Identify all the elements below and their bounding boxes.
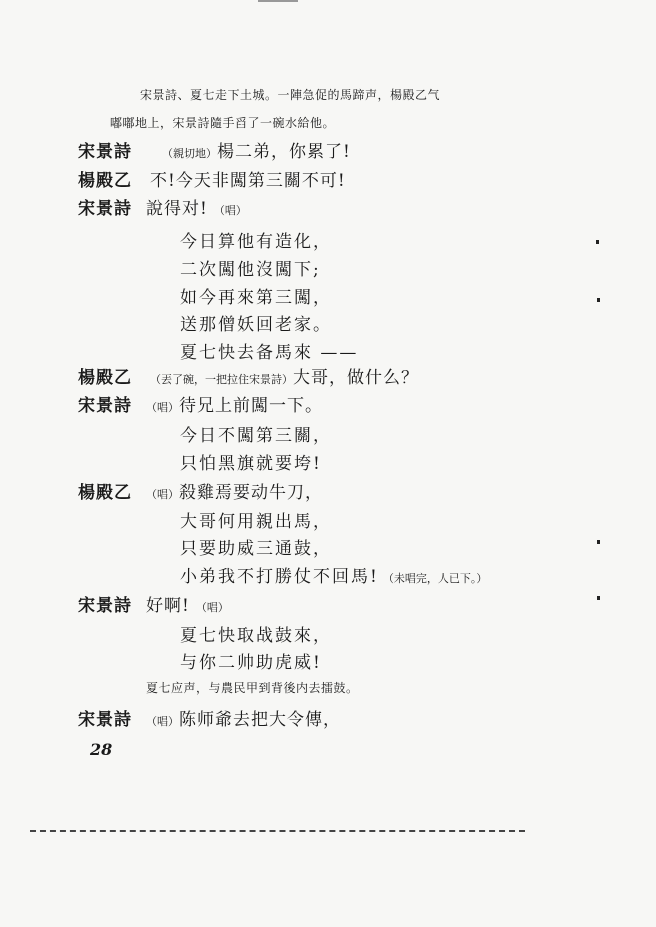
speaker-6: 楊殿乙 bbox=[78, 483, 132, 503]
verse-line: 只怕黑旗就要垮! bbox=[180, 454, 322, 474]
bottom-dashed-rule bbox=[30, 830, 525, 832]
stage-direction-2: 嘟嘟地上，宋景詩隨手舀了一碗水給他。 bbox=[110, 116, 336, 130]
stage-aside-3: （唱） bbox=[213, 204, 247, 217]
verse-line-with-aside bbox=[180, 562, 487, 587]
dialogue-text-2: 不!今天非闖第三關不可! bbox=[150, 171, 346, 191]
speaker-3: 宋景詩 bbox=[78, 199, 132, 219]
verse-line: 如今再來第三闖， bbox=[180, 288, 332, 308]
margin-speck bbox=[597, 540, 600, 544]
speaker-4: 楊殿乙 bbox=[78, 368, 132, 388]
verse-line: 今日不闖第三關， bbox=[180, 426, 332, 446]
stage-aside-7: （唱） bbox=[195, 601, 229, 614]
verse-line: 二次闖他沒闖下; bbox=[180, 260, 321, 280]
dialogue-text-5: 待兄上前闖一下。 bbox=[179, 396, 323, 416]
dialogue-text-1: 楊二弟，你累了! bbox=[217, 142, 351, 162]
verse-line: 只要助威三通鼓， bbox=[180, 539, 332, 559]
margin-speck bbox=[596, 240, 599, 244]
top-edge-mark bbox=[258, 0, 298, 2]
verse-line: 送那僧妖回老家。 bbox=[180, 315, 332, 335]
stage-aside-exit: （未唱完，人已下。） bbox=[382, 572, 488, 585]
dialogue-text-7: 好啊! bbox=[146, 596, 190, 616]
speaker-8: 宋景詩 bbox=[78, 710, 132, 730]
stage-aside-8: （唱） bbox=[146, 715, 179, 728]
verse-line: 大哥何用親出馬， bbox=[180, 512, 332, 532]
verse-line: 今日算他有造化， bbox=[180, 232, 332, 252]
stage-direction-3: 夏七应声，与農民甲到背後内去擂鼓。 bbox=[146, 681, 359, 695]
verse-text: 小弟我不打勝仗不回馬! bbox=[180, 567, 379, 587]
dialogue-line-5 bbox=[146, 391, 323, 416]
dialogue-text-8: 陈师爺去把大令傳， bbox=[179, 710, 341, 730]
stage-aside-1: （親切地） bbox=[162, 147, 217, 160]
verse-line: 与你二帅助虎威! bbox=[180, 653, 322, 673]
dialogue-line-7 bbox=[146, 591, 229, 616]
dialogue-line-6 bbox=[146, 478, 323, 503]
dialogue-line-1 bbox=[162, 137, 351, 162]
stage-direction-1: 宋景詩、夏七走下土城。一陣急促的馬蹄声，楊殿乙气 bbox=[140, 88, 441, 102]
dialogue-text-6: 殺雞焉要动牛刀， bbox=[179, 483, 323, 503]
dialogue-text-3: 說得对! bbox=[146, 199, 208, 219]
stage-aside-5: （唱） bbox=[146, 401, 179, 414]
dialogue-line-4 bbox=[150, 363, 419, 388]
verse-line: 夏七快去备馬來 —— bbox=[180, 343, 359, 363]
margin-speck bbox=[597, 596, 600, 600]
verse-line: 夏七快取战鼓來， bbox=[180, 626, 332, 646]
dialogue-text-4: 大哥，做什么？ bbox=[293, 368, 419, 388]
dialogue-line-8 bbox=[146, 705, 341, 730]
stage-aside-6: （唱） bbox=[146, 488, 179, 501]
speaker-1: 宋景詩 bbox=[78, 142, 132, 162]
stage-aside-4: （丟了碗，一把拉住宋景詩） bbox=[150, 373, 293, 386]
page-number: 28 bbox=[90, 740, 113, 759]
speaker-5: 宋景詩 bbox=[78, 396, 132, 416]
speaker-7: 宋景詩 bbox=[78, 596, 132, 616]
dialogue-line-3 bbox=[146, 194, 247, 219]
speaker-2: 楊殿乙 bbox=[78, 171, 132, 191]
margin-speck bbox=[597, 298, 600, 302]
